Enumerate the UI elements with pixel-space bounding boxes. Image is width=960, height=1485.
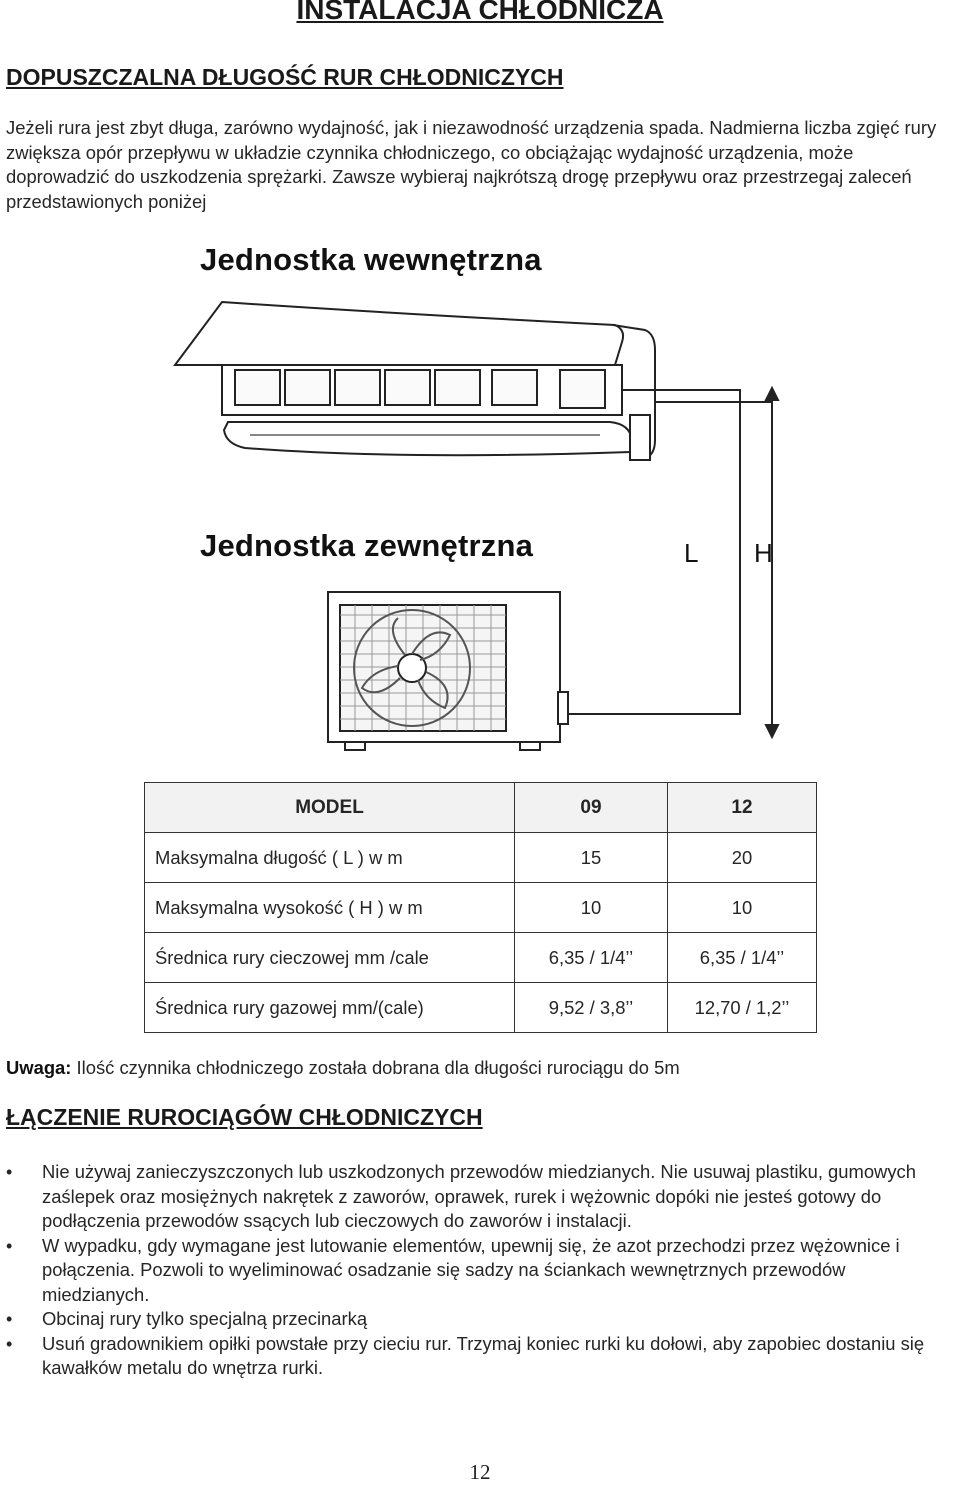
table-row bbox=[145, 983, 817, 1033]
list-item bbox=[6, 1332, 956, 1381]
length-label: L bbox=[684, 538, 699, 568]
page-number: 12 bbox=[469, 1460, 491, 1484]
row-value-09: 15 bbox=[515, 833, 668, 883]
height-dimension bbox=[766, 388, 778, 737]
header-12: 12 bbox=[668, 783, 817, 833]
outdoor-unit-icon bbox=[328, 592, 568, 750]
note-text: Ilość czynnika chłodniczego została dobrana dla długości rurociągu do 5m bbox=[71, 1057, 680, 1078]
page-title: INSTALACJA CHŁODNICZA bbox=[296, 0, 664, 25]
installation-diagram bbox=[0, 230, 960, 770]
diagram-drawing bbox=[0, 230, 960, 770]
list-item bbox=[6, 1160, 956, 1234]
row-label: Średnica rury cieczowej mm /cale bbox=[145, 933, 515, 983]
list-item-text: Nie używaj zanieczyszczonych lub uszkodzonych przewodów miedzianych. Nie usuwaj plastiku, gumowych zaślepek oraz mosiężnych nakrętek z zaworów, oprawek, rurek i wężownic dopóki nie jesteś gotowy do podłączenia przewodów ssących lub cieczowych do zaworów i instalacji. bbox=[42, 1161, 916, 1231]
intro-paragraph: Jeżeli rura jest zbyt długa, zarówno wydajność, jak i niezawodność urządzenia spada. Nadmierna liczba zgięć rury zwiększa opór przepływu w układzie czynnika chłodniczego, co obciążając wydajność urządzenia, może doprowadzić do uszkodzenia sprężarki. Zawsze wybieraj najkrótszą drogę przepływu oraz przestrzegaj zaleceń przedstawionych poniżej bbox=[6, 117, 937, 212]
table-row bbox=[145, 833, 817, 883]
header-model: MODEL bbox=[145, 783, 515, 833]
connection-guidelines-list bbox=[6, 1160, 956, 1381]
row-value-09: 6,35 / 1/4’’ bbox=[515, 933, 668, 983]
table-row bbox=[145, 933, 817, 983]
bullet-icon: • bbox=[6, 1162, 13, 1182]
bullet-icon: • bbox=[6, 1333, 13, 1354]
list-item-text: Usuń gradownikiem opiłki powstałe przy cieciu rur. Trzymaj koniec rurki ku dołowi, aby zapobiec dostaniu się kawałków metalu do wnętrza rurki. bbox=[42, 1332, 925, 1378]
note-label: Uwaga: bbox=[6, 1057, 72, 1078]
note bbox=[6, 1057, 680, 1079]
table-header-row bbox=[145, 783, 817, 833]
row-value-12: 6,35 / 1/4’’ bbox=[668, 933, 817, 983]
header-09: 09 bbox=[515, 783, 668, 833]
outdoor-unit-label: Jednostka zewnętrzna bbox=[200, 528, 534, 563]
list-item bbox=[6, 1234, 956, 1308]
row-value-12: 20 bbox=[668, 833, 817, 883]
section-heading-pipe-length: DOPUSZCZALNA DŁUGOŚĆ RUR CHŁODNICZYCH bbox=[6, 64, 564, 90]
table-row bbox=[145, 883, 817, 933]
row-value-09: 10 bbox=[515, 883, 668, 933]
indoor-unit-label: Jednostka wewnętrzna bbox=[200, 242, 542, 277]
row-label: Maksymalna długość ( L ) w m bbox=[145, 833, 515, 883]
list-item-text: Obcinaj rury tylko specjalną przecinarką bbox=[42, 1308, 368, 1329]
row-label: Maksymalna wysokość ( H ) w m bbox=[145, 883, 515, 933]
list-item-text: W wypadku, gdy wymagane jest lutowanie elementów, upewnij się, że azot przechodzi przez wężownice i połączenia. Pozwoli to wyeliminować osadzanie się sadzy na ściankach wewnętrznych przewodów miedzianych. bbox=[42, 1234, 900, 1305]
section-heading-pipe-connection: ŁĄCZENIE RUROCIĄGÓW CHŁODNICZYCH bbox=[6, 1104, 483, 1130]
height-label: H bbox=[754, 538, 773, 568]
pipe-specs-table bbox=[144, 782, 817, 1033]
row-value-09: 9,52 / 3,8’’ bbox=[515, 983, 668, 1033]
bullet-icon: • bbox=[6, 1309, 13, 1329]
bullet-icon: • bbox=[6, 1235, 13, 1256]
indoor-unit-icon bbox=[175, 302, 655, 460]
row-label: Średnica rury gazowej mm/(cale) bbox=[145, 983, 515, 1033]
list-item bbox=[6, 1307, 956, 1332]
row-value-12: 12,70 / 1,2’’ bbox=[668, 983, 817, 1033]
row-value-12: 10 bbox=[668, 883, 817, 933]
